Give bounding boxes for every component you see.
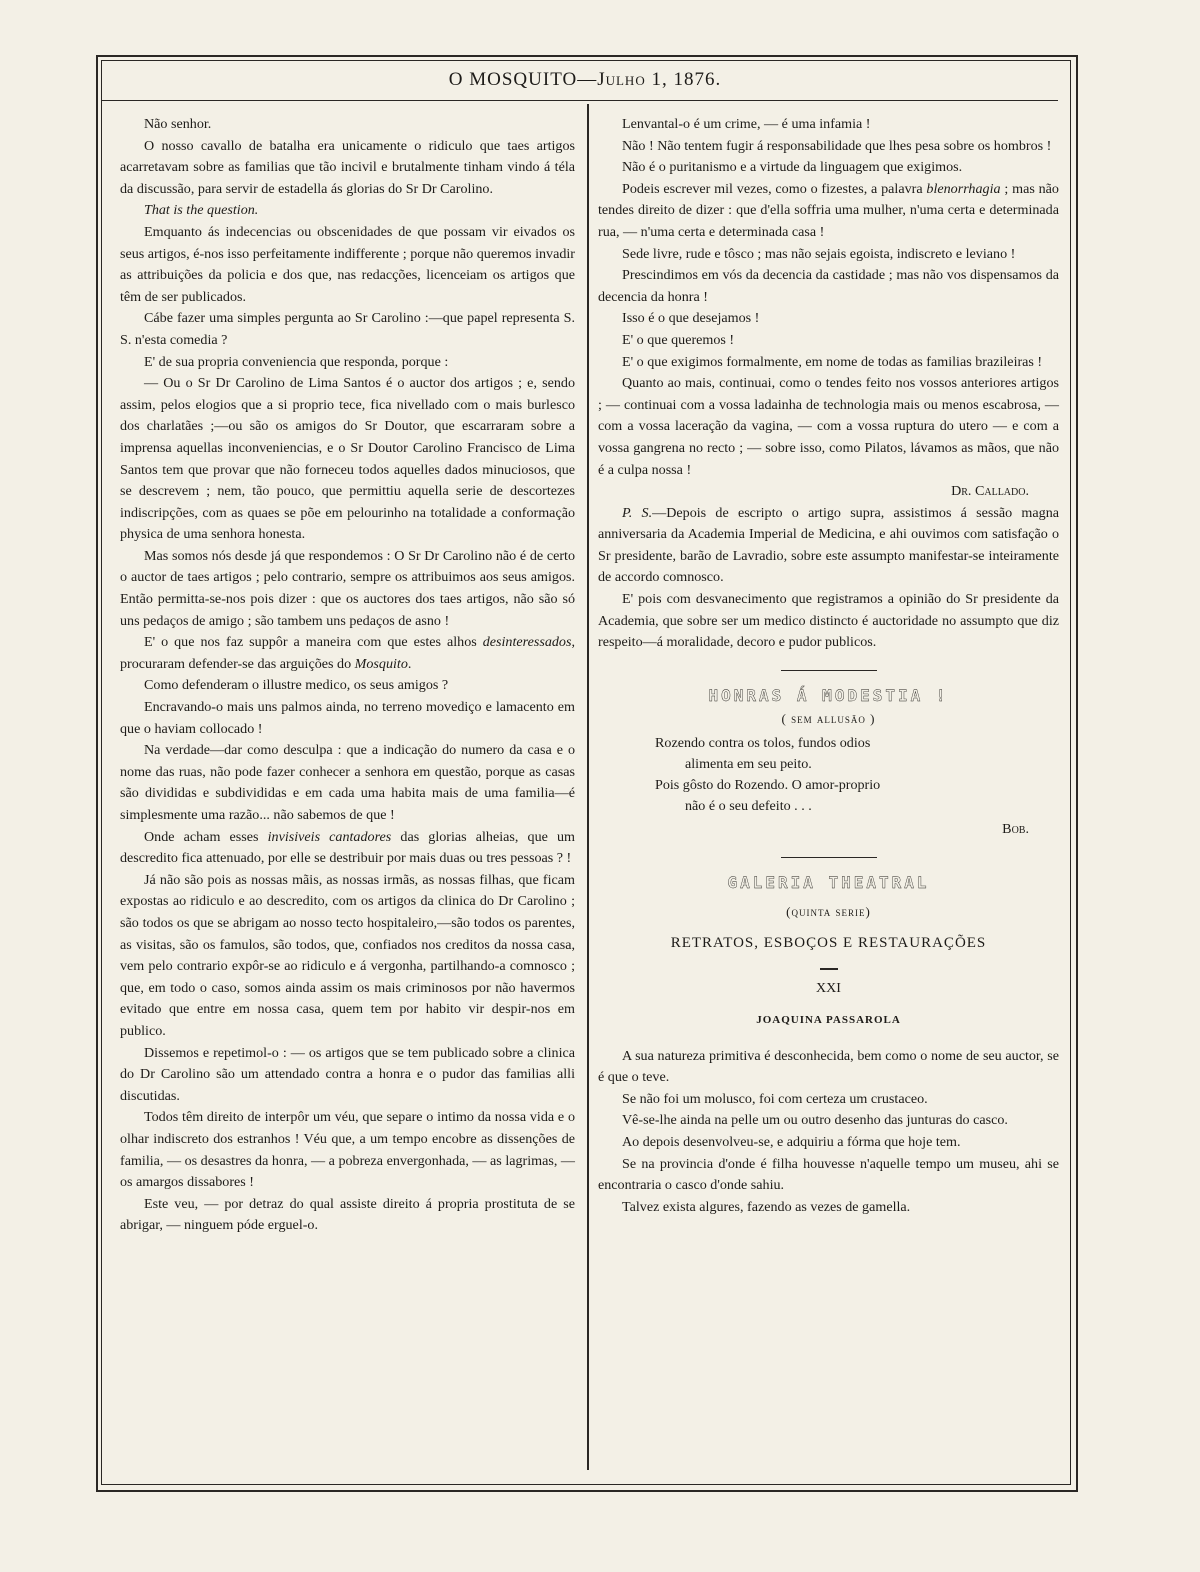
italic-phrase: desinteressados	[482, 634, 572, 651]
paragraph: Quanto ao mais, continuai, como o tendes feito nos vossos anteriores artigos ; — continuai com a vossa ladainha de technologia mais ou menos escabrosa, — com a vossa laceração da vagina, — com a vossa ruptura do utero — e com a vossa gangrena no recto ; — sobre isso, como Pilatos, lávamos as mãos, que não é a culpa nossa !	[598, 375, 1059, 478]
honras-subtitle: ( sem allusão )	[781, 711, 876, 727]
paragraph: A sua natureza primitiva é desconhecida, bem como o nome de seu auctor, se é que o teve.	[598, 1047, 1059, 1086]
poem-line: Rozendo contra os tolos, fundos odios	[655, 735, 871, 752]
poem-line: Pois gôsto do Rozendo. O amor-proprio	[655, 777, 881, 794]
paragraph	[120, 827, 575, 870]
header-title: O MOSQUITO—	[448, 69, 598, 90]
paragraph: E' de sua propria conveniencia que responda, porque :	[144, 353, 449, 370]
column-divider	[587, 104, 589, 1470]
paragraph: Não é o puritanismo e a virtude da linguagem que exigimos.	[622, 159, 963, 176]
poem	[598, 733, 1059, 817]
paragraph: Não ! Não tentem fugir á responsabilidade que lhes pesa sobre os hombros !	[622, 137, 1052, 154]
paragraph: O nosso cavallo de batalha era unicamente o ridiculo que taes artigos acarretavam sobre as familias que tão incivil e brutalmente tinham vindo á téla da discussão, para servir de estadella ás glorias do Sr Dr Carolino.	[120, 137, 575, 197]
paragraph: E' o que queremos !	[622, 331, 735, 348]
paragraph: Lenvantal-o é um crime, — é uma infamia !	[622, 116, 871, 132]
text-run: —Depois de escripto o artigo supra, assistimos á sessão magna anniversaria da Academia Imperial de Medicina, e ahi ouvimos com satisfação o Sr presidente, barão de Lavradio, sobre este assumpto manifestar-se inteiramente de accordo comnosco.	[598, 504, 1060, 586]
paragraph: — Ou o Sr Dr Carolino de Lima Santos é o auctor dos artigos ; e, sendo assim, pelos elogios que a si proprio tece, fica nivellado com o mais burlesco dos charlatães ;—ou são os amigos do Sr Doutor, que escarraram sobre a imprensa aquellas inconveniencias, e o Sr Doutor Carolino Francisco de Lima Santos tem que provar que não forneceu todos aquelles dados minuciosos, que se descrevem ; nem, tão pouco, que permittiu aquella serie de descortezes indiscripções, com as quaes se põe em pelourinho na totalidade a conformação physica de uma senhora honesta.	[120, 375, 575, 543]
italic-phrase: Mosquito	[354, 655, 408, 672]
header-rule	[101, 100, 1058, 101]
poem-line: alimenta em seu peito.	[685, 756, 812, 773]
paragraph: Todos têm direito de interpôr um véu, que separe o intimo da nossa vida e o olhar indiscreto dos estranhos ! Véu que, a um tempo encobre as dissenções de familia, — os desastres da honra, — a pobreza envergonhada, — as lagrimas, — os amargos dissabores !	[120, 1109, 575, 1191]
ps-label: P. S.	[622, 504, 653, 521]
paragraph	[120, 200, 575, 222]
italic-phrase: blenorrhagia	[926, 180, 1001, 197]
signature-bob: Bob.	[1002, 821, 1029, 838]
page-header	[101, 62, 1069, 98]
section-separator	[781, 857, 877, 858]
paragraph: Ao depois desenvolveu-se, e adquiriu a fórma que hoje tem.	[622, 1133, 961, 1150]
retratos-title: RETRATOS, ESBOÇOS E RESTAURAÇÕES	[670, 934, 987, 951]
text-run: das glorias alheias, que um descredito fica attenuado, por elle se destribuir por mais duas ou tres pessoas ? !	[120, 828, 575, 867]
header-month: Julho	[597, 69, 646, 90]
text-run: ; mas não tendes direito de dizer : que d'ella soffria uma mulher, n'uma certa e determinada rua, — n'uma certa e determinada casa !	[598, 180, 1059, 240]
paragraph: Como defenderam o illustre medico, os seus amigos ?	[144, 677, 449, 694]
poem-line: não é o seu defeito . . .	[685, 798, 812, 815]
paragraph: Mas somos nós desde já que respondemos : O Sr Dr Carolino não é de certo o auctor de taes artigos ; pelo contrario, sempre os attribuimos aos seus amigos. Então permitta-se-nos pois dizer : que os auctores dos taes artigos, não são só uns pedaços de amigo ; são tambem uns pedaços de asno !	[120, 547, 575, 629]
text-run: Podeis escrever mil vezes, como o fizestes, a palavra	[622, 180, 927, 197]
paragraph: E' pois com desvanecimento que registramos a opinião do Sr presidente da Academia, que sobre ser um medico distincto é auctoridade no assumpto que diz respeito—á moralidade, decoro e pudor publicos.	[598, 591, 1059, 651]
paragraph: Cábe fazer uma simples pergunta ao Sr Carolino :—que papel representa S. S. n'esta comedia ?	[120, 310, 575, 348]
paragraph: Emquanto ás indecencias ou obscenidades de que possam vir eivados os seus artigos, é-nos isso perfeitamente indifferente ; porque não queremos invadir as attribuições da policia e dos que, nas redacções, licenceiam os artigos que têm de ser publicados.	[120, 223, 575, 305]
galeria-subtitle: (quinta serie)	[786, 904, 871, 920]
italic-phrase: invisiveis cantadores	[267, 828, 392, 845]
section-number: XXI	[816, 981, 841, 997]
paragraph: E' o que exigimos formalmente, em nome de todas as familias brazileiras !	[622, 353, 1043, 370]
honras-title: HONRAS Á MODESTIA !	[708, 685, 949, 705]
paragraph: Vê-se-lhe ainda na pelle um ou outro desenho das junturas do casco.	[622, 1112, 1008, 1129]
postscript	[598, 503, 1059, 589]
paragraph: Prescindimos em vós da decencia da castidade ; mas não vos dispensamos da decencia da honra !	[598, 267, 1059, 305]
right-column	[598, 114, 1059, 1218]
left-column	[120, 114, 575, 1237]
paragraph: Já não são pois as nossas mãis, as nossas irmãs, as nossas filhas, que ficam expostas ao ridiculo e ao descredito, com os artigos da clinica do Dr Carolino ; são todos os que se abrigam ao nosso tecto hospitaleiro,—são todos os parentes, as visitas, são os famulos, são todos, que, confiados nos creditos da nossa casa, vem pelo contrario expôr-se ao ridiculo e á vergonha, partilhando-a comnosco ; que, em todo o caso, somos ainda assim os mais criminosos por não havermos evitado que entre em nossa casa, quem tem por habito vir despir-nos em publico.	[120, 871, 575, 1039]
galeria-title: GALERIA THEATRAL	[727, 872, 930, 892]
text-run: , procuraram defender-se das arguições do	[120, 634, 575, 672]
text-run: E' o que nos faz suppôr a maneira com que estes alhos	[144, 634, 483, 651]
article-heading: JOAQUINA PASSAROLA	[756, 1014, 901, 1026]
header-date: 1, 1876.	[645, 69, 722, 90]
paragraph: Se na provincia d'onde é filha houvesse n'aquelle tempo um museu, ahi se encontraria o casco d'onde sahiu.	[598, 1155, 1059, 1194]
paragraph: Não senhor.	[144, 116, 212, 132]
paragraph: Na verdade—dar como desculpa : que a indicação do numero da casa e o nome das ruas, não pode fazer conhecer a senhora em questão, porque as casas são divididas e subdivididas e em cada uma habita mais de uma familia—é simplesmente uma razão... não sabemos de que !	[120, 742, 575, 823]
text-run: .	[407, 655, 412, 672]
paragraph: Se não foi um molusco, foi com certeza um crustaceo.	[622, 1090, 928, 1107]
paragraph: Este veu, — por detraz do qual assiste direito á propria prostituta de se abrigar, — ninguem póde erguel-o.	[120, 1195, 575, 1234]
paragraph	[120, 632, 575, 675]
paragraph: Isso é o que desejamos !	[622, 310, 760, 327]
signature-callado: Dr. Callado.	[951, 483, 1029, 500]
short-rule	[820, 968, 838, 970]
paragraph	[598, 179, 1059, 244]
paragraph: Dissemos e repetimol-o : — os artigos que se tem publicado sobre a clinica do Dr Carolino são um attendado contra a honra e o pudor das familias alli discutidas.	[120, 1044, 575, 1104]
paragraph: Sede livre, rude e tôsco ; mas não sejais egoista, indiscreto e leviano !	[622, 245, 1016, 262]
paragraph: Encravando-o mais uns palmos ainda, no terreno movediço e lamacento em que o haviam collocado !	[120, 699, 575, 737]
text-run: Onde acham esses	[144, 828, 268, 845]
italic-phrase: That is the question.	[144, 202, 259, 219]
paragraph: Talvez exista algures, fazendo as vezes de gamella.	[622, 1198, 911, 1215]
section-separator	[781, 670, 877, 671]
